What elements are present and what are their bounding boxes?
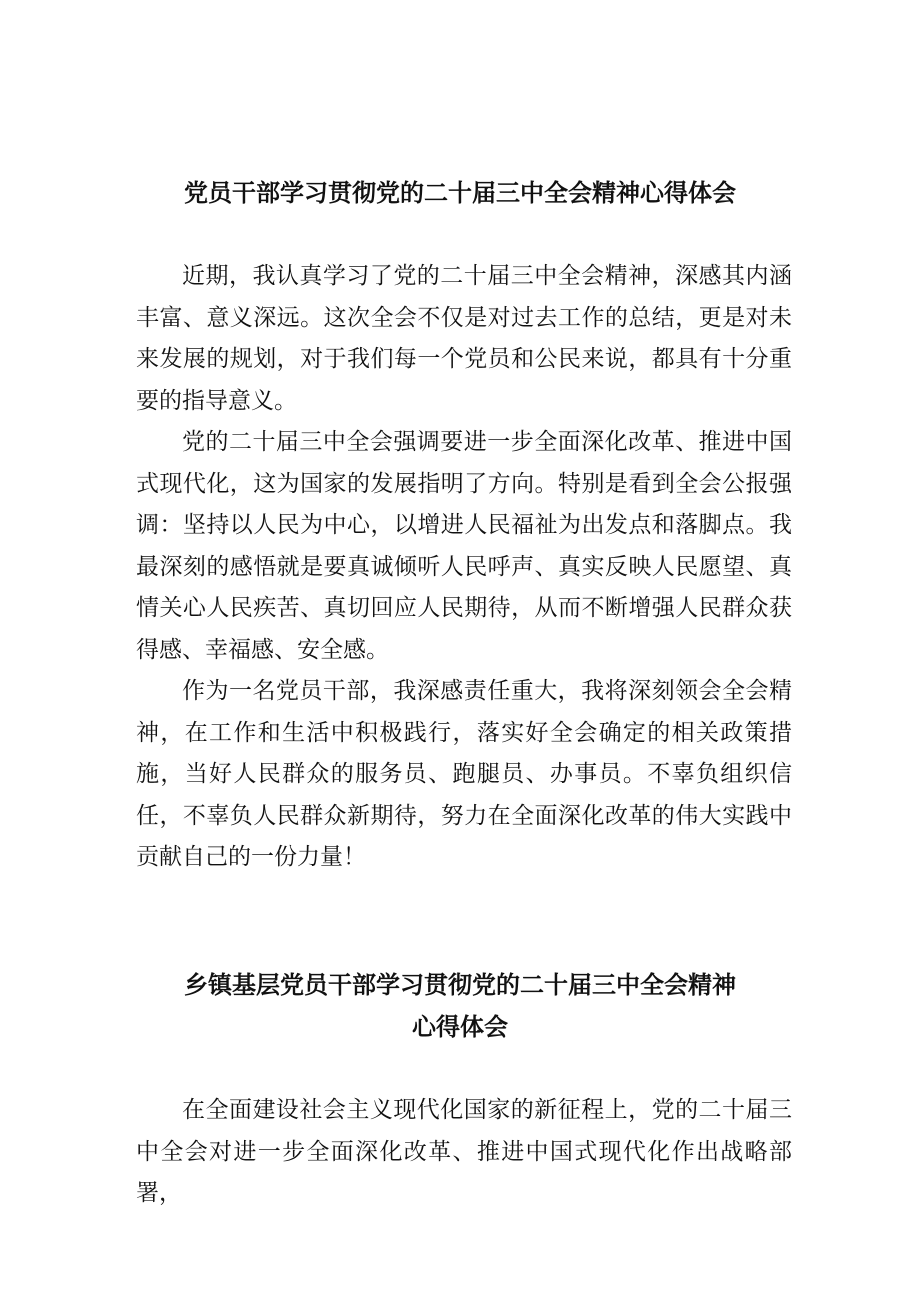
title-line: 乡镇基层党员干部学习贯彻党的二十届三中全会精神 [184, 971, 736, 999]
paragraph: 近期，我认真学习了党的二十届三中全会精神，深感其内涵丰富、意义深远。这次全会不仅是对过去工作的总结，更是对未来发展的规划，对于我们每一个党员和公民来说，都具有十分重要的指导意义。 [136, 263, 792, 414]
paragraph: 在全面建设社会主义现代化国家的新征程上，党的二十届三中全会对进一步全面深化改革、推进中国式现代化作出战略部署， [136, 1097, 792, 1206]
document-title [120, 964, 800, 1048]
paragraph: 作为一名党员干部，我深感责任重大，我将深刻领会全会精神，在工作和生活中积极践行，落实好全会确定的相关政策措施，当好人民群众的服务员、跑腿员、办事员。不辜负组织信任，不辜负人民群众新期待，努力在全面深化改革的伟大实践中贡献自己的一份力量！ [136, 678, 792, 870]
title-line: 心得体会 [412, 1013, 508, 1041]
document-title: 党员干部学习贯彻党的二十届三中全会精神心得体会 [184, 179, 736, 207]
section-body [136, 1090, 792, 1215]
section-body [136, 256, 792, 879]
paragraph: 党的二十届三中全会强调要进一步全面深化改革、推进中国式现代化，这为国家的发展指明了方向。特别是看到全会公报强调：坚持以人民为中心，以增进人民福祉为出发点和落脚点。我最深刻的感悟就是要真诚倾听人民呼声、真实反映人民愿望、真情关心人民疾苦、真切回应人民期待，从而不断增强人民群众获得感、幸福感、安全感。 [136, 429, 792, 663]
